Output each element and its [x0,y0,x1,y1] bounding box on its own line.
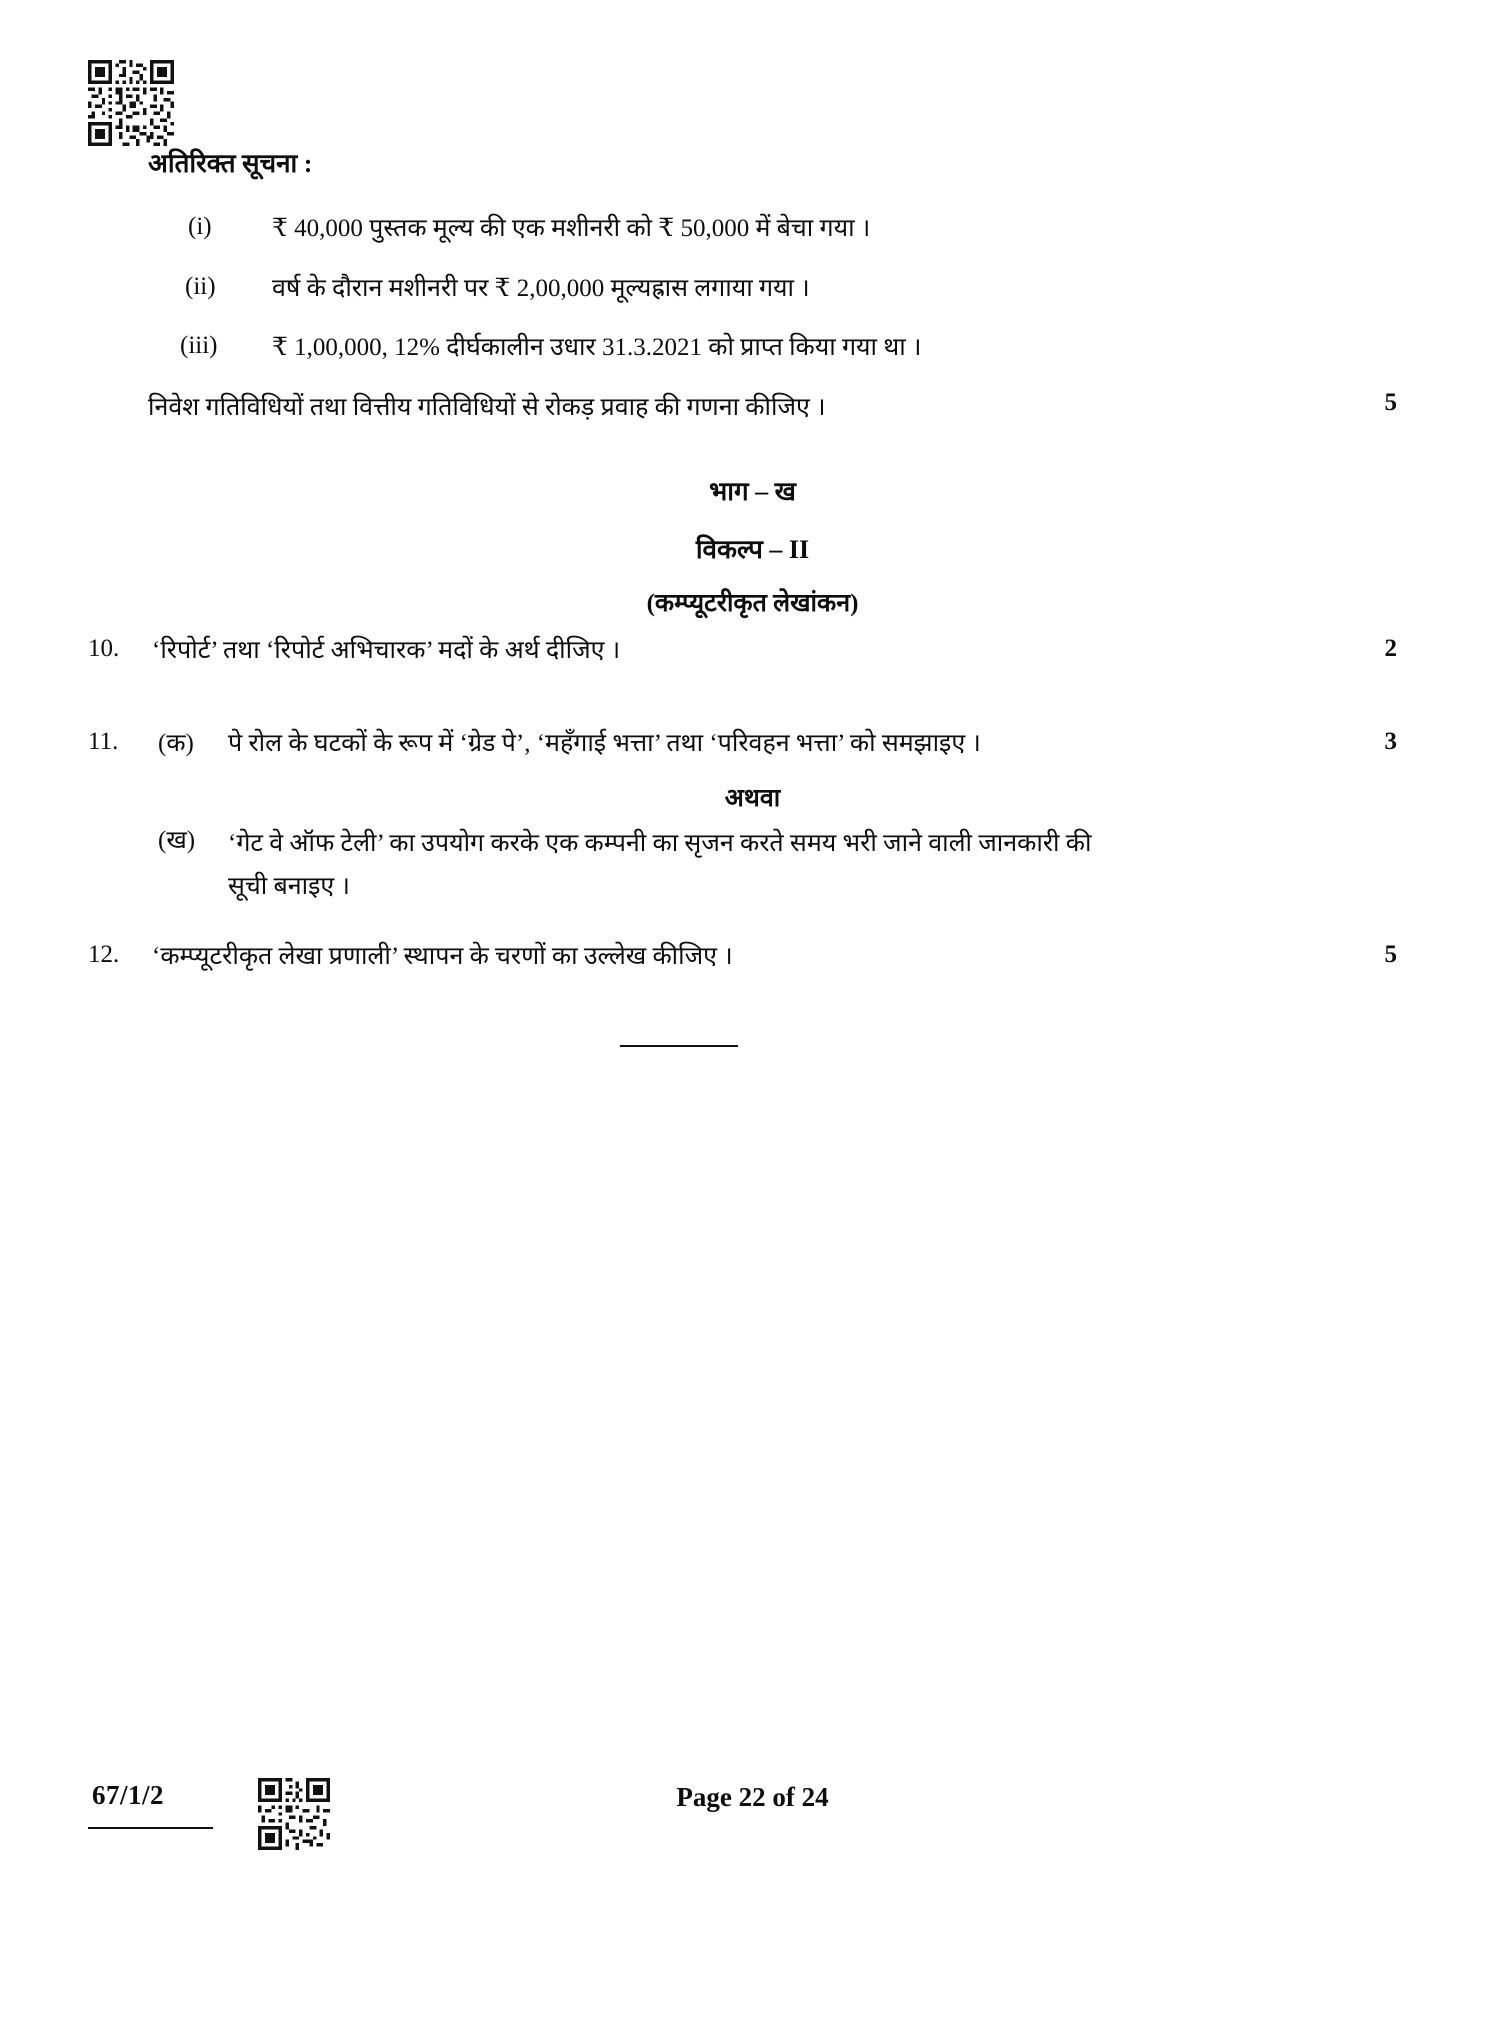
marks-value: 2 [1384,635,1397,662]
list-item: ₹ 40,000 पुस्तक मूल्य की एक मशीनरी को ₹ 50,000 में बेचा गया । [272,215,871,242]
section-divider [620,1045,738,1047]
question-text: पे रोल के घटकों के रूप में ‘ग्रेड पे’, ‘महँगाई भत्ता’ तथा ‘परिवहन भत्ता’ को समझाइए । [228,730,981,757]
additional-info-heading: अतिरिक्त सूचना : [148,149,313,178]
paper-code: 67/1/2 [92,1780,165,1810]
question-text: ‘रिपोर्ट’ तथा ‘रिपोर्ट अभिचारक’ मदों के अर्थ दीजिए । [152,637,621,664]
list-item: ₹ 1,00,000, 12% दीर्घकालीन उधार 31.3.2021 को प्राप्त किया गया था । [272,334,922,361]
question-text: ‘गेट वे ऑफ टेली’ का उपयोग करके एक कम्पनी का सृजन करते समय भरी जाने वाली जानकारी की सूची बनाइए । [228,830,1092,900]
question-sub-label: (ख) [158,827,196,854]
qr-code-top [88,60,174,146]
section-heading: भाग – ख [709,477,796,506]
question-sub-label: (क) [158,730,194,757]
marks-value: 5 [1384,941,1397,968]
list-item-marker: (ii) [185,273,216,300]
question-text: ‘कम्प्यूटरीकृत लेखा प्रणाली’ स्थापन के चरणों का उल्लेख कीजिए । [152,943,733,970]
option-heading: विकल्प – II [695,535,810,564]
question-number: 11. [88,728,119,755]
instruction-text: निवेश गतिविधियों तथा वित्तीय गतिविधियों से रोकड़ प्रवाह की गणना कीजिए । [148,394,826,421]
paper-code-underline [88,1827,213,1829]
page-label: Page 22 of 24 [676,1782,829,1812]
marks-value: 5 [1384,389,1397,416]
option-subtitle: (कम्प्यूटरीकृत लेखांकन) [646,590,859,617]
list-item-marker: (iii) [180,332,218,359]
list-item: वर्ष के दौरान मशीनरी पर ₹ 2,00,000 मूल्यह्रास लगाया गया । [272,275,810,302]
marks-value: 3 [1384,728,1397,755]
list-item-marker: (i) [188,213,212,240]
question-number: 10. [88,635,120,662]
question-number: 12. [88,941,120,968]
or-label: अथवा [724,785,781,812]
